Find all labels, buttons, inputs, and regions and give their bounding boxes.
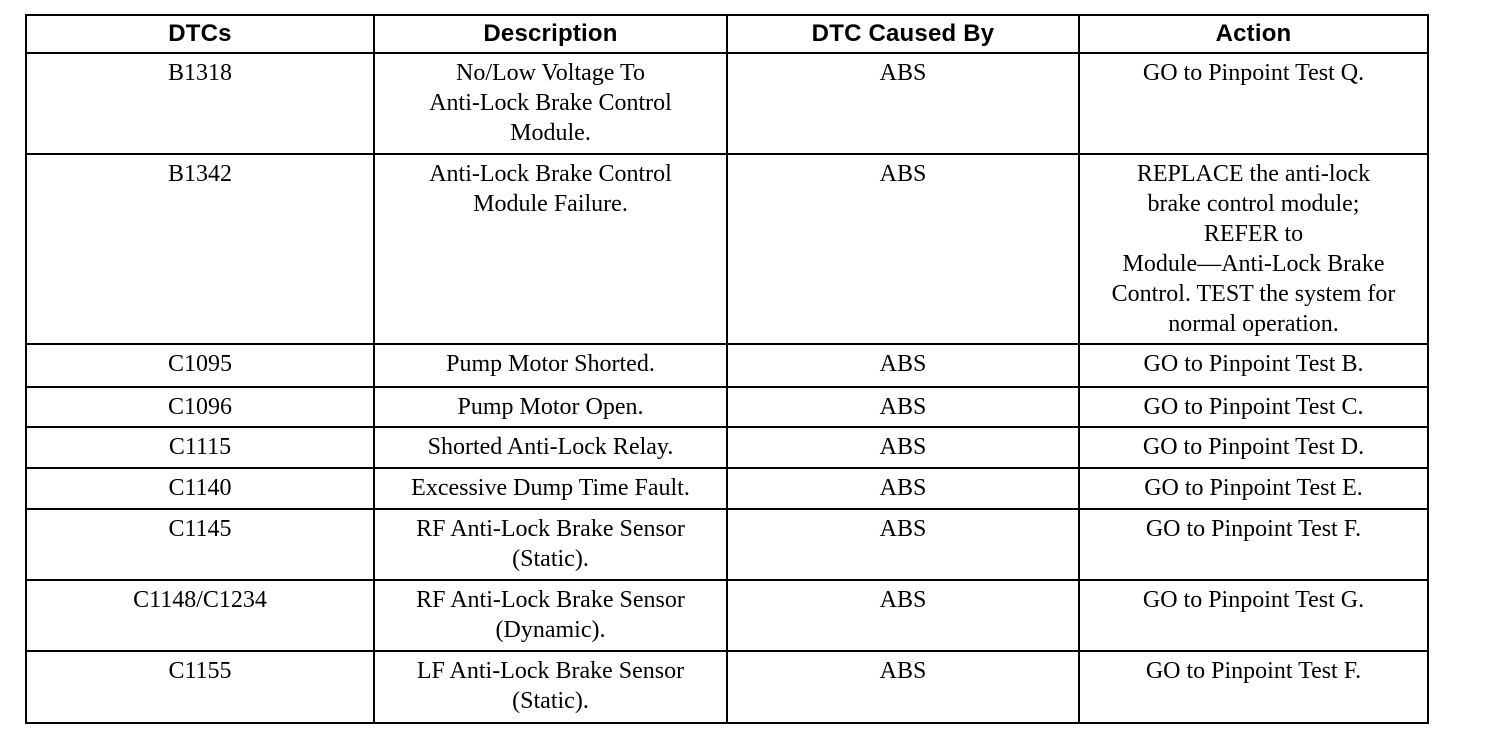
header-action: Action (1079, 15, 1428, 53)
dtc-action: GO to Pinpoint Test D. (1079, 427, 1428, 468)
table-row (26, 468, 1428, 509)
dtc-description: Pump Motor Shorted. (374, 344, 727, 387)
dtc-caused-by: ABS (727, 580, 1079, 651)
table-row (26, 651, 1428, 723)
dtc-action: REPLACE the anti-lock brake control module; REFER to Module—Anti-Lock Brake Control. TEST the system for normal operation. (1079, 154, 1428, 344)
dtc-description: Anti-Lock Brake Control Module Failure. (374, 154, 727, 344)
dtc-action: GO to Pinpoint Test B. (1079, 344, 1428, 387)
dtc-description: Pump Motor Open. (374, 387, 727, 427)
dtc-action: GO to Pinpoint Test F. (1079, 509, 1428, 580)
table-row (26, 580, 1428, 651)
dtc-code: C1115 (26, 427, 374, 468)
table-row (26, 344, 1428, 387)
header-dtc-caused-by: DTC Caused By (727, 15, 1079, 53)
table-row (26, 387, 1428, 427)
dtc-caused-by: ABS (727, 427, 1079, 468)
dtc-code: C1155 (26, 651, 374, 723)
table-row (26, 154, 1428, 344)
table-row (26, 427, 1428, 468)
dtc-code: C1148/C1234 (26, 580, 374, 651)
dtc-description: No/Low Voltage To Anti-Lock Brake Control Module. (374, 53, 727, 154)
dtc-description: RF Anti-Lock Brake Sensor (Dynamic). (374, 580, 727, 651)
dtc-description: Excessive Dump Time Fault. (374, 468, 727, 509)
dtc-action: GO to Pinpoint Test E. (1079, 468, 1428, 509)
dtc-table (25, 14, 1429, 724)
dtc-code: C1095 (26, 344, 374, 387)
dtc-caused-by: ABS (727, 651, 1079, 723)
dtc-action: GO to Pinpoint Test C. (1079, 387, 1428, 427)
dtc-code: C1145 (26, 509, 374, 580)
header-description: Description (374, 15, 727, 53)
dtc-description: RF Anti-Lock Brake Sensor (Static). (374, 509, 727, 580)
dtc-code: C1140 (26, 468, 374, 509)
dtc-description: LF Anti-Lock Brake Sensor (Static). (374, 651, 727, 723)
dtc-caused-by: ABS (727, 387, 1079, 427)
dtc-description: Shorted Anti-Lock Relay. (374, 427, 727, 468)
dtc-action: GO to Pinpoint Test G. (1079, 580, 1428, 651)
dtc-caused-by: ABS (727, 154, 1079, 344)
header-dtcs: DTCs (26, 15, 374, 53)
dtc-caused-by: ABS (727, 509, 1079, 580)
dtc-code: C1096 (26, 387, 374, 427)
table-row (26, 53, 1428, 154)
dtc-caused-by: ABS (727, 468, 1079, 509)
dtc-caused-by: ABS (727, 344, 1079, 387)
dtc-code: B1342 (26, 154, 374, 344)
header-row (26, 15, 1428, 53)
dtc-code: B1318 (26, 53, 374, 154)
dtc-action: GO to Pinpoint Test F. (1079, 651, 1428, 723)
dtc-action: GO to Pinpoint Test Q. (1079, 53, 1428, 154)
dtc-caused-by: ABS (727, 53, 1079, 154)
table-row (26, 509, 1428, 580)
